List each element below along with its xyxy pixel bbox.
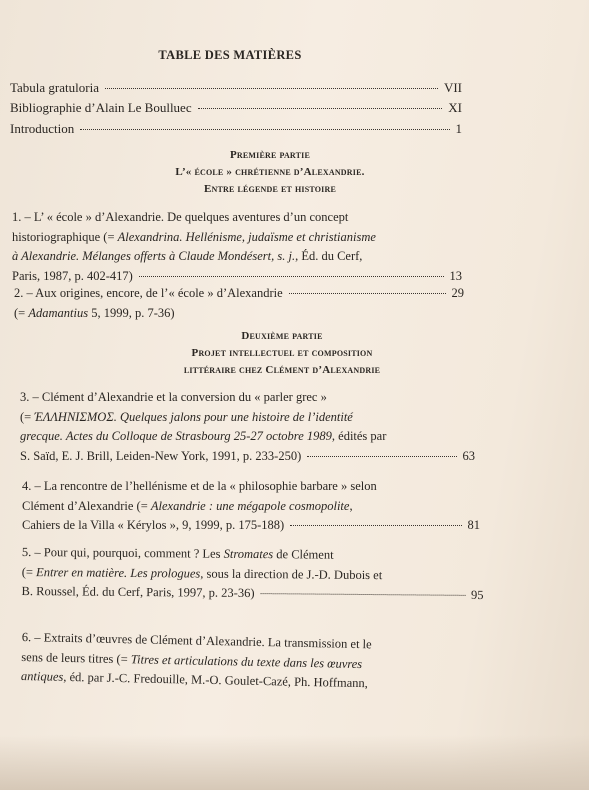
toc-entry-label: Tabula gratuloria <box>10 80 99 95</box>
entry-text: historiographique (= <box>12 229 118 244</box>
page-shadow <box>0 735 589 790</box>
entry-text: S. Saïd, E. J. Brill, Leiden-New York, 1991, p. 233-250) <box>20 448 302 463</box>
toc-entry-4 <box>22 477 480 536</box>
entry-italic: à Alexandrie. Mélanges offerts à Claude Mondésert, s. j. <box>12 249 296 263</box>
entry-line: 6. – Extraits d’œuvres de Clément d’Alexandrie. La transmission et le <box>21 629 372 652</box>
entry-italic: Adamantius <box>28 305 89 320</box>
toc-entry-page: 13 <box>449 268 462 283</box>
dot-leader <box>198 108 443 109</box>
entry-text: Paris, 1987, p. 402-417) <box>12 268 133 283</box>
entry-text: 5. – Pour qui, pourquoi, comment ? Les <box>21 544 224 561</box>
entry-text: , Éd. du Cerf, <box>295 249 363 263</box>
entry-line <box>14 284 464 304</box>
entry-text: de Clément <box>273 547 334 562</box>
entry-italic: Entrer en matière. Les prologues <box>36 564 201 581</box>
dot-leader <box>261 593 466 596</box>
toc-entry-introduction <box>10 121 462 137</box>
entry-text: Clément d’Alexandrie (= <box>22 498 151 513</box>
toc-entry-bibliographie <box>10 100 462 116</box>
part-title-line: Projet intellectuel et composition <box>191 347 373 359</box>
entry-text: , éd. par J.-C. Fredouille, M.-O. Goulet-Cazé, Ph. Hoffmann, <box>63 669 369 691</box>
entry-line <box>20 427 475 447</box>
page-title: TABLE DES MATIÈRES <box>158 48 302 62</box>
toc-entry-2 <box>14 284 464 323</box>
toc-entry-page: 29 <box>451 286 464 300</box>
entry-text: (= <box>20 409 35 424</box>
entry-line <box>12 228 462 248</box>
toc-entry-page: 81 <box>467 518 480 532</box>
entry-line <box>12 247 462 267</box>
entry-text: (= <box>21 564 37 579</box>
entry-line: 3. – Clément d’Alexandrie et la conversion du « parler grec » <box>20 390 327 404</box>
part-heading-1 <box>100 147 440 198</box>
toc-entry-page: XI <box>448 100 462 115</box>
entry-italic: . Actes du Colloque de Strasbourg 25-27 octobre 1989 <box>59 429 332 443</box>
toc-entry-label: Introduction <box>10 121 75 136</box>
entry-text: Cahiers de la Villa « Kérylos », 9, 1999, p. 175-188) <box>22 518 285 532</box>
toc-entry-page: 1 <box>455 121 462 136</box>
part-title-line: littéraire chez Clément d’Alexandrie <box>183 364 381 376</box>
toc-entry-page: VII <box>443 80 462 95</box>
entry-text: B. Roussel, Éd. du Cerf, Paris, 1997, p. 23-36) <box>21 583 255 601</box>
part-title-line: Entre légende et histoire <box>203 183 337 195</box>
toc-entry-6 <box>21 628 484 696</box>
dot-leader <box>290 525 461 526</box>
entry-text: , <box>349 498 353 513</box>
dot-leader <box>80 129 449 130</box>
toc-entry-label: Bibliographie d’Alain Le Boulluec <box>10 100 192 115</box>
dot-leader <box>289 293 446 294</box>
toc-entry-3 <box>20 388 475 466</box>
entry-line <box>20 408 475 428</box>
toc-entry-tabula <box>10 80 462 96</box>
toc-entry-page: 63 <box>462 448 475 463</box>
part-name: Deuxième partie <box>241 330 323 342</box>
toc-entry-page: 95 <box>471 587 484 603</box>
entry-line <box>22 497 480 517</box>
entry-text: 2. – Aux origines, encore, de l’« école » d’Alexandrie <box>14 286 283 300</box>
entry-line <box>20 447 475 467</box>
part-name: Première partie <box>229 149 311 161</box>
entry-italic: ΈΛΛΗΝΙΣΜΟΣ. Quelques jalons pour une histoire de l’identité <box>34 409 353 424</box>
entry-text: , édités par <box>331 429 387 443</box>
entry-italic: Alexandrina. Hellénisme, judaïsme et christianisme <box>117 229 376 244</box>
entry-line <box>21 582 483 606</box>
entry-italic: Titres et articulations du texte dans les œuvres <box>130 651 363 671</box>
entry-line <box>22 516 480 536</box>
entry-italic: Stromates <box>223 546 274 562</box>
entry-line: 4. – La rencontre de l’hellénisme et de la « philosophie barbare » selon <box>22 479 377 493</box>
entry-text: , sous la direction de J.-D. Dubois et <box>200 566 383 582</box>
entry-text: (= <box>14 305 29 320</box>
part-title-line: L’« école » chrétienne d’Alexandrie. <box>175 166 365 178</box>
entry-italic: Alexandrie : une mégapole cosmopolite <box>150 498 350 513</box>
toc-entry-1 <box>12 208 462 286</box>
part-heading-2 <box>112 328 452 379</box>
entry-line <box>14 304 464 324</box>
dot-leader <box>105 88 438 89</box>
dot-leader <box>139 276 444 277</box>
toc-entry-5 <box>21 543 483 606</box>
dot-leader <box>307 456 456 457</box>
entry-italic: antiques <box>20 668 64 684</box>
entry-italic: grecque <box>20 429 60 443</box>
entry-text: sens de leurs titres (= <box>21 649 131 666</box>
entry-text: 5, 1999, p. 7-36) <box>88 305 175 320</box>
entry-line: 1. – L’ « école » d’Alexandrie. De quelques aventures d’un concept <box>12 210 349 224</box>
